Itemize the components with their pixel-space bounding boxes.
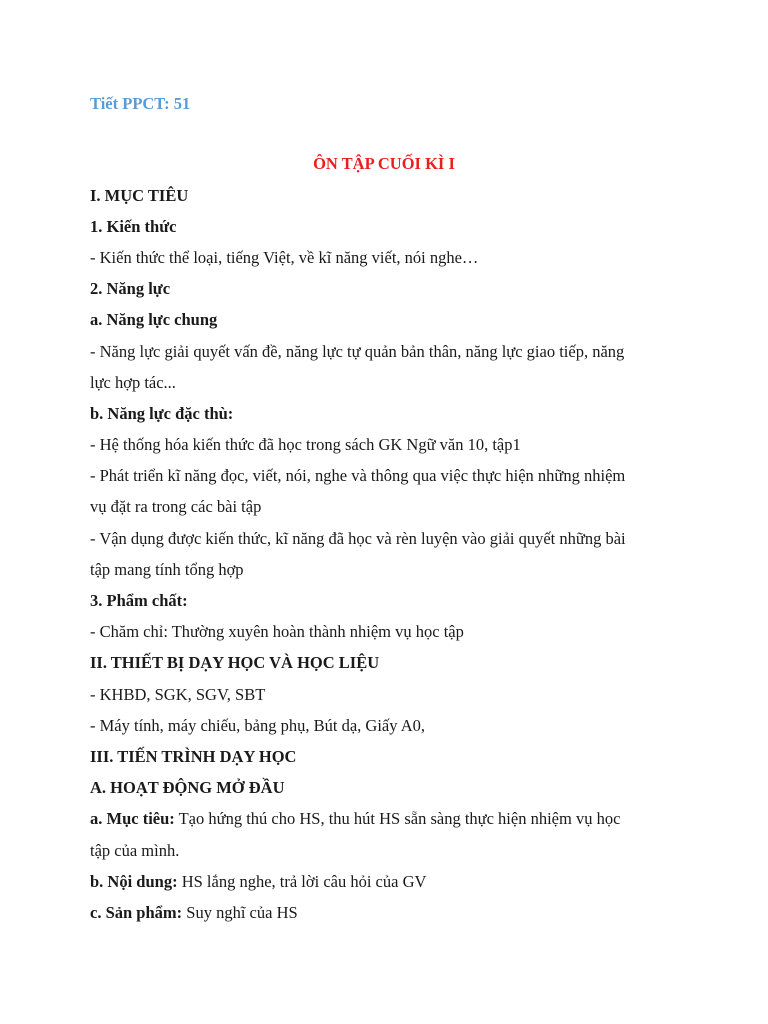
specific-competence-item-3-line-1: - Vận dụng được kiến thức, kĩ năng đã học và rèn luyện vào giải quyết những bài [90, 529, 626, 548]
section-heading-equipment: II. THIẾT BỊ DẠY HỌC VÀ HỌC LIỆU [90, 653, 380, 672]
subheading-qualities: 3. Phẩm chất: [90, 591, 188, 610]
page-title: ÔN TẬP CUỐI KÌ I [313, 154, 455, 173]
specific-competence-item-2-line-2: vụ đặt ra trong các bài tập [90, 497, 262, 516]
specific-competence-item-1: - Hệ thống hóa kiến thức đã học trong sách GK Ngữ văn 10, tập1 [90, 435, 521, 454]
goal-line-1 [90, 809, 620, 829]
section-heading-process: III. TIẾN TRÌNH DẠY HỌC [90, 747, 297, 766]
specific-competence-item-2-line-1: - Phát triển kĩ năng đọc, viết, nói, nghe và thông qua việc thực hiện những nhiệm [90, 466, 626, 485]
goal-label: a. Mục tiêu: [90, 809, 175, 828]
subheading-general-competence: a. Năng lực chung [90, 310, 218, 329]
general-competence-line-2: lực hợp tác... [90, 373, 176, 392]
product-line [90, 903, 298, 923]
content-text: HS lắng nghe, trả lời câu hỏi của GV [177, 872, 427, 891]
quality-item: - Chăm chỉ: Thường xuyên hoàn thành nhiệm vụ học tập [90, 622, 464, 641]
general-competence-line-1: - Năng lực giải quyết vấn đề, năng lực tự quản bản thân, năng lực giao tiếp, năng [90, 342, 625, 361]
lesson-code: Tiết PPCT: 51 [90, 94, 191, 113]
subheading-specific-competence: b. Năng lực đặc thù: [90, 404, 234, 423]
subheading-knowledge: 1. Kiến thức [90, 217, 177, 236]
goal-line-2: tập của mình. [90, 841, 180, 860]
knowledge-item: - Kiến thức thể loại, tiếng Việt, về kĩ năng viết, nói nghe… [90, 248, 479, 267]
content-label: b. Nội dung: [90, 872, 178, 891]
equipment-item-2: - Máy tính, máy chiếu, bảng phụ, Bút dạ, Giấy A0, [90, 716, 425, 735]
content-line [90, 872, 426, 892]
subheading-competence: 2. Năng lực [90, 279, 171, 298]
goal-text: Tạo hứng thú cho HS, thu hút HS sẵn sàng thực hiện nhiệm vụ học [174, 809, 621, 828]
section-heading-objectives: I. MỤC TIÊU [90, 186, 189, 205]
product-label: c. Sản phẩm: [90, 903, 183, 922]
specific-competence-item-3-line-2: tập mang tính tổng hợp [90, 560, 244, 579]
activity-heading: A. HOẠT ĐỘNG MỞ ĐẦU [90, 778, 285, 797]
product-text: Suy nghĩ của HS [182, 903, 298, 922]
equipment-item-1: - KHBD, SGK, SGV, SBT [90, 685, 266, 704]
